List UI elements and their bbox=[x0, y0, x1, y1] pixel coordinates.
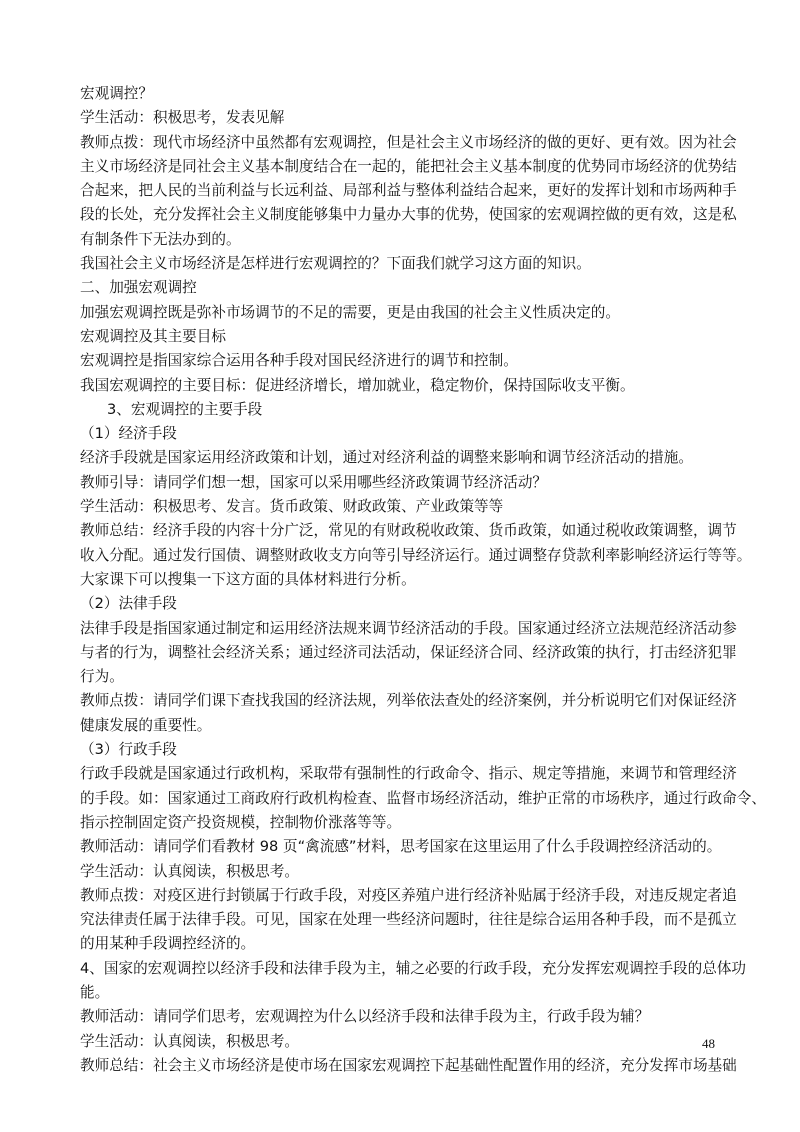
text-line: 法律手段是指国家通过制定和运用经济法规来调节经济活动的手段。国家通过经济立法规范经济活动参 bbox=[80, 619, 737, 637]
text-line: 学生活动：认真阅读，积极思考。 bbox=[80, 862, 299, 880]
text-line: 我国宏观调控的主要目标：促进经济增长，增加就业，稳定物价，保持国际收支平衡。 bbox=[80, 376, 635, 394]
text-line: 有制条件下无法办到的。 bbox=[80, 230, 241, 248]
text-line: 教师活动：请同学们思考，宏观调控为什么以经济手段和法律手段为主，行政手段为辅？ bbox=[80, 1008, 650, 1026]
text-line: 大家课下可以搜集一下这方面的具体材料进行分析。 bbox=[80, 570, 416, 588]
text-line: 教师点拨：现代市场经济中虽然都有宏观调控，但是社会主义市场经济的做的更好、更有效。因为社会 bbox=[80, 133, 737, 151]
text-line: 合起来，把人民的当前利益与长远利益、局部利益与整体利益结合起来，更好的发挥计划和市场两种手 bbox=[80, 182, 737, 200]
text-line: 4、国家的宏观调控以经济手段和法律手段为主，辅之必要的行政手段，充分发挥宏观调控手段的总体功 bbox=[80, 959, 747, 977]
text-line: 的手段。如：国家通过工商政府行政机构检查、监督市场经济活动，维护正常的市场秩序，通过行政命令、 bbox=[80, 789, 766, 807]
text-line: 宏观调控？ bbox=[80, 85, 153, 102]
text-line: 学生活动：积极思考，发表见解 bbox=[80, 109, 285, 127]
text-line: 教师引导：请同学们想一想，国家可以采用哪些经济政策调节经济活动？ bbox=[80, 473, 548, 491]
text-line: 学生活动：积极思考、发言。货币政策、财政政策、产业政策等等 bbox=[80, 498, 504, 516]
text-line: 收入分配。通过发行国债、调整财政收支方向等引导经济运行。通过调整存贷款利率影响经济运行等等。 bbox=[80, 546, 752, 564]
text-line: 教师活动：请同学们看教材 98 页“禽流感”材料，思考国家在这里运用了什么手段调控经济活动的。 bbox=[80, 838, 722, 856]
text-line: 宏观调控是指国家综合运用各种手段对国民经济进行的调节和控制。 bbox=[80, 352, 518, 370]
text-line: 健康发展的重要性。 bbox=[80, 716, 212, 734]
text-line: 加强宏观调控既是弥补市场调节的不足的需要，更是由我国的社会主义性质决定的。 bbox=[80, 303, 620, 321]
text-line: 教师点拨：请同学们课下查找我国的经济法规，列举依法查处的经济案例，并分析说明它们对保证经济 bbox=[80, 692, 737, 710]
text-line: 主义市场经济是同社会主义基本制度结合在一起的，能把社会主义基本制度的优势同市场经济的优势结 bbox=[80, 157, 737, 175]
subheading: 3、宏观调控的主要手段 bbox=[107, 400, 263, 418]
page-number: 48 bbox=[702, 1036, 715, 1051]
text-line: 学生活动：认真阅读，积极思考。 bbox=[80, 1032, 299, 1050]
text-line: 教师总结：经济手段的内容十分广泛，常见的有财政税收政策、货币政策，如通过税收政策调整，调节 bbox=[80, 522, 737, 540]
text-line: 指示控制固定资产投资规模，控制物价涨落等等。 bbox=[80, 813, 402, 831]
text-line: 教师点拨：对疫区进行封锁属于行政手段，对疫区养殖户进行经济补贴属于经济手段，对违反规定者追 bbox=[80, 886, 737, 904]
text-line: 究法律责任属于法律手段。可见，国家在处理一些经济问题时，往往是综合运用各种手段，而不是孤立 bbox=[80, 911, 737, 929]
text-line: 与者的行为，调整社会经济关系；通过经济司法活动，保证经济合同、经济政策的执行，打击经济犯罪 bbox=[80, 643, 737, 661]
text-line: 行为。 bbox=[80, 668, 124, 686]
text-line: 行政手段就是国家通过行政机构，采取带有强制性的行政命令、指示、规定等措施，来调节和管理经济 bbox=[80, 765, 737, 783]
text-line: 教师总结：社会主义市场经济是使市场在国家宏观调控下起基础性配置作用的经济，充分发挥市场基础 bbox=[80, 1056, 737, 1074]
subheading: （1）经济手段 bbox=[80, 425, 177, 443]
text-line: 经济手段就是国家运用经济政策和计划，通过对经济利益的调整来影响和调节经济活动的措施。 bbox=[80, 449, 693, 467]
text-line: 能。 bbox=[80, 983, 110, 1001]
text-line: 我国社会主义市场经济是怎样进行宏观调控的？下面我们就学习这方面的知识。 bbox=[80, 255, 591, 273]
document-body bbox=[80, 82, 766, 1078]
subheading: （3）行政手段 bbox=[80, 741, 177, 759]
section-heading: 二、加强宏观调控 bbox=[80, 279, 197, 297]
subheading: 宏观调控及其主要目标 bbox=[80, 327, 226, 345]
text-line: 段的长处，充分发挥社会主义制度能够集中力量办大事的优势，使国家的宏观调控做的更有效，这是私 bbox=[80, 206, 737, 224]
subheading: （2）法律手段 bbox=[80, 595, 177, 613]
text-line: 的用某种手段调控经济的。 bbox=[80, 935, 256, 953]
